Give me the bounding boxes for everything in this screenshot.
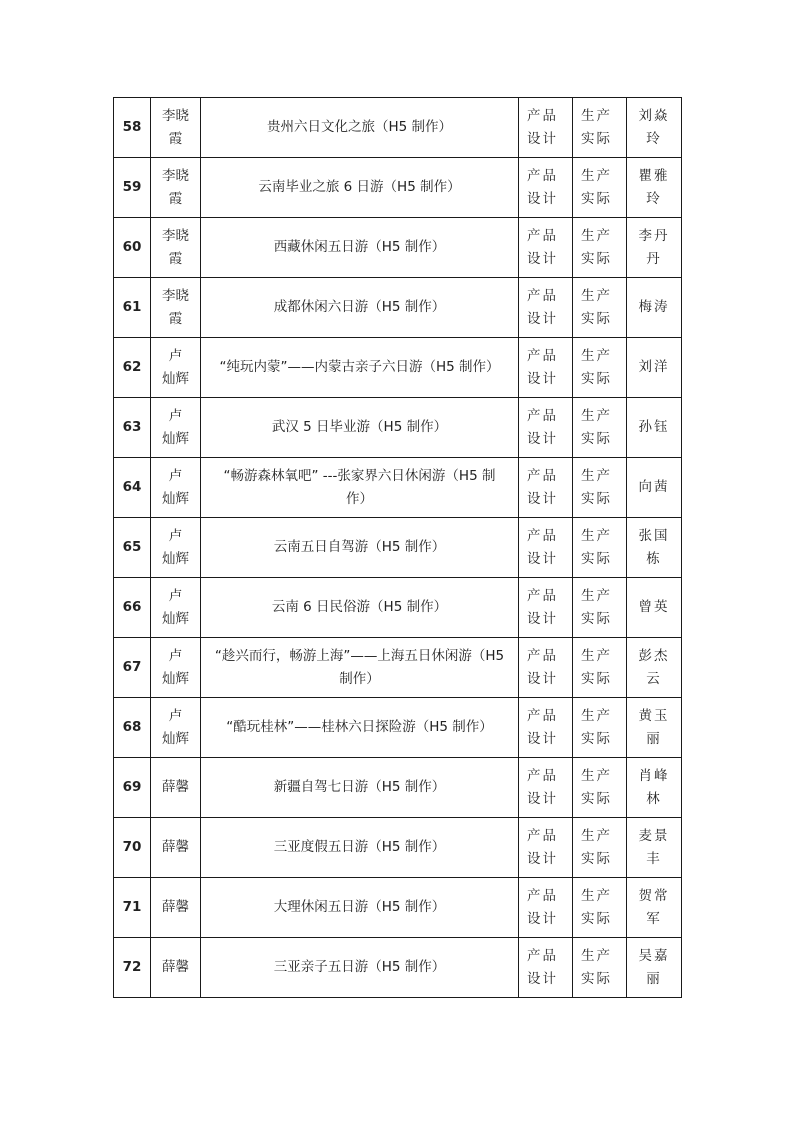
project-title: 贵州六日文化之旅（H5 制作） [266,119,453,135]
project-title-cell [201,278,519,338]
teacher-name-cell [151,758,201,818]
student-name-cell [627,638,682,698]
teacher-name-cell [151,878,201,938]
project-category: 产品 设计 [527,887,558,927]
row-number-cell [114,578,151,638]
student-name: 向茜 [638,479,670,495]
row-number-cell [114,938,151,998]
teacher-name: 卢 灿辉 [162,467,189,507]
student-name: 彭杰 云 [638,647,670,687]
teacher-name-cell [151,638,201,698]
project-title: “纯玩内蒙”——内蒙古亲子六日游（H5 制作） [219,359,500,375]
table-body [114,98,682,998]
teacher-name: 李晓 霞 [162,227,189,267]
row-number-cell [114,98,151,158]
row-number-cell [114,878,151,938]
project-category: 产品 设计 [527,947,558,987]
project-type-cell [573,158,627,218]
project-type: 生产 实际 [581,587,612,627]
student-name: 吴嘉 丽 [638,947,670,987]
project-type-cell [573,278,627,338]
project-type-cell [573,758,627,818]
project-type-cell [573,98,627,158]
row-number-cell [114,398,151,458]
project-category: 产品 设计 [527,467,558,507]
row-number-cell [114,218,151,278]
row-number: 66 [122,599,142,615]
project-title-cell [201,398,519,458]
student-name: 李丹 丹 [638,227,670,267]
project-category-cell [519,698,573,758]
table-row [114,878,682,938]
project-title: “酷玩桂林”——桂林六日探险游（H5 制作） [226,719,493,735]
row-number-cell [114,638,151,698]
teacher-name-cell [151,158,201,218]
student-name: 曾英 [638,599,670,615]
project-title: 新疆自驾七日游（H5 制作） [273,779,446,795]
project-type: 生产 实际 [581,707,612,747]
project-title-cell [201,218,519,278]
student-name: 贺常 军 [638,887,670,927]
table-row [114,458,682,518]
row-number: 63 [122,419,142,435]
project-category: 产品 设计 [527,587,558,627]
project-category-cell [519,938,573,998]
project-type: 生产 实际 [581,827,612,867]
teacher-name-cell [151,518,201,578]
project-title-cell [201,698,519,758]
project-type: 生产 实际 [581,347,612,387]
project-title: 云南 6 日民俗游（H5 制作） [271,599,448,615]
project-category: 产品 设计 [527,167,558,207]
project-category-cell [519,338,573,398]
project-type-cell [573,638,627,698]
row-number-cell [114,458,151,518]
project-title-cell [201,338,519,398]
project-category: 产品 设计 [527,407,558,447]
row-number-cell [114,158,151,218]
row-number-cell [114,278,151,338]
project-type: 生产 实际 [581,287,612,327]
table-row [114,338,682,398]
student-name-cell [627,338,682,398]
table-row [114,638,682,698]
teacher-name: 薛馨 [162,899,189,915]
teacher-name: 李晓 霞 [162,167,189,207]
table-row [114,218,682,278]
table-row [114,518,682,578]
project-category: 产品 设计 [527,707,558,747]
row-number: 64 [122,479,142,495]
student-name: 肖峰 林 [638,767,670,807]
teacher-name: 卢 灿辉 [162,707,189,747]
teacher-name: 薛馨 [162,839,189,855]
student-name: 刘焱 玲 [638,107,670,147]
student-name-cell [627,578,682,638]
project-title-cell [201,878,519,938]
table-row [114,578,682,638]
student-name-cell [627,518,682,578]
project-title-cell [201,518,519,578]
teacher-name-cell [151,98,201,158]
row-number: 71 [122,899,142,915]
project-type: 生产 实际 [581,467,612,507]
table-row [114,398,682,458]
project-category-cell [519,578,573,638]
project-type: 生产 实际 [581,227,612,267]
row-number-cell [114,338,151,398]
student-name: 麦景 丰 [638,827,670,867]
table-row [114,98,682,158]
student-name: 刘洋 [638,359,670,375]
student-name: 梅涛 [638,299,670,315]
project-title: 三亚度假五日游（H5 制作） [273,839,446,855]
teacher-name: 卢 灿辉 [162,347,189,387]
project-title-cell [201,818,519,878]
project-title: 云南毕业之旅 6 日游（H5 制作） [258,179,461,195]
student-name-cell [627,878,682,938]
teacher-name-cell [151,278,201,338]
project-title: “畅游森林氧吧” ---张家界六日休闲游（H5 制 作） [223,467,496,507]
teacher-name: 薛馨 [162,779,189,795]
row-number: 65 [122,539,142,555]
project-category: 产品 设计 [527,767,558,807]
project-category: 产品 设计 [527,347,558,387]
teacher-name: 卢 灿辉 [162,407,189,447]
row-number: 62 [122,359,142,375]
project-type: 生产 实际 [581,947,612,987]
row-number: 59 [122,179,142,195]
student-name-cell [627,818,682,878]
table-row [114,278,682,338]
student-name-cell [627,158,682,218]
project-category-cell [519,398,573,458]
project-category-cell [519,878,573,938]
project-type-cell [573,398,627,458]
project-category-cell [519,98,573,158]
teacher-name-cell [151,818,201,878]
student-name-cell [627,458,682,518]
teacher-name: 卢 灿辉 [162,527,189,567]
project-title-cell [201,578,519,638]
project-category-cell [519,638,573,698]
row-number: 58 [122,119,142,135]
project-title-cell [201,458,519,518]
row-number-cell [114,518,151,578]
teacher-name: 卢 灿辉 [162,587,189,627]
project-type-cell [573,218,627,278]
project-category-cell [519,818,573,878]
table-row [114,818,682,878]
row-number-cell [114,818,151,878]
project-type-cell [573,578,627,638]
teacher-name-cell [151,458,201,518]
row-number: 68 [122,719,142,735]
project-type-cell [573,878,627,938]
student-name-cell [627,98,682,158]
project-category: 产品 设计 [527,107,558,147]
project-title: “趁兴而行，畅游上海”——上海五日休闲游（H5 制作） [214,647,505,687]
student-name-cell [627,398,682,458]
project-title-cell [201,938,519,998]
row-number: 60 [122,239,142,255]
project-type-cell [573,458,627,518]
project-type: 生产 实际 [581,767,612,807]
project-title-cell [201,98,519,158]
teacher-name: 李晓 霞 [162,287,189,327]
row-number-cell [114,698,151,758]
project-category: 产品 设计 [527,227,558,267]
student-name: 瞿雅 玲 [638,167,670,207]
project-type: 生产 实际 [581,407,612,447]
project-type: 生产 实际 [581,167,612,207]
project-category: 产品 设计 [527,827,558,867]
project-title-cell [201,638,519,698]
teacher-name-cell [151,698,201,758]
project-category: 产品 设计 [527,647,558,687]
teacher-name: 李晓 霞 [162,107,189,147]
project-title: 三亚亲子五日游（H5 制作） [273,959,446,975]
project-title: 武汉 5 日毕业游（H5 制作） [271,419,448,435]
table-row [114,758,682,818]
teacher-name-cell [151,338,201,398]
project-type-cell [573,938,627,998]
project-type-cell [573,698,627,758]
teacher-name: 卢 灿辉 [162,647,189,687]
student-name-cell [627,938,682,998]
row-number: 61 [122,299,142,315]
student-name-cell [627,758,682,818]
teacher-name-cell [151,218,201,278]
project-title: 成都休闲六日游（H5 制作） [273,299,446,315]
project-title: 西藏休闲五日游（H5 制作） [273,239,446,255]
project-title: 大理休闲五日游（H5 制作） [273,899,446,915]
project-type: 生产 实际 [581,107,612,147]
teacher-name-cell [151,578,201,638]
student-name: 张国 栋 [638,527,670,567]
project-category-cell [519,218,573,278]
project-category: 产品 设计 [527,287,558,327]
project-title-cell [201,158,519,218]
table-row [114,698,682,758]
project-category-cell [519,278,573,338]
teacher-name-cell [151,938,201,998]
project-category-cell [519,758,573,818]
project-category: 产品 设计 [527,527,558,567]
project-category-cell [519,518,573,578]
teacher-name: 薛馨 [162,959,189,975]
project-table [113,97,682,998]
project-category-cell [519,158,573,218]
row-number: 67 [122,659,142,675]
student-name-cell [627,218,682,278]
row-number-cell [114,758,151,818]
project-type-cell [573,338,627,398]
row-number: 69 [122,779,142,795]
row-number: 70 [122,839,142,855]
project-type-cell [573,518,627,578]
table-row [114,938,682,998]
project-type-cell [573,818,627,878]
row-number: 72 [122,959,142,975]
project-title: 云南五日自驾游（H5 制作） [273,539,446,555]
student-name: 黄玉 丽 [638,707,670,747]
project-type: 生产 实际 [581,527,612,567]
project-type: 生产 实际 [581,647,612,687]
project-category-cell [519,458,573,518]
teacher-name-cell [151,398,201,458]
student-name-cell [627,698,682,758]
table-row [114,158,682,218]
project-title-cell [201,758,519,818]
student-name-cell [627,278,682,338]
project-type: 生产 实际 [581,887,612,927]
student-name: 孙钰 [638,419,670,435]
